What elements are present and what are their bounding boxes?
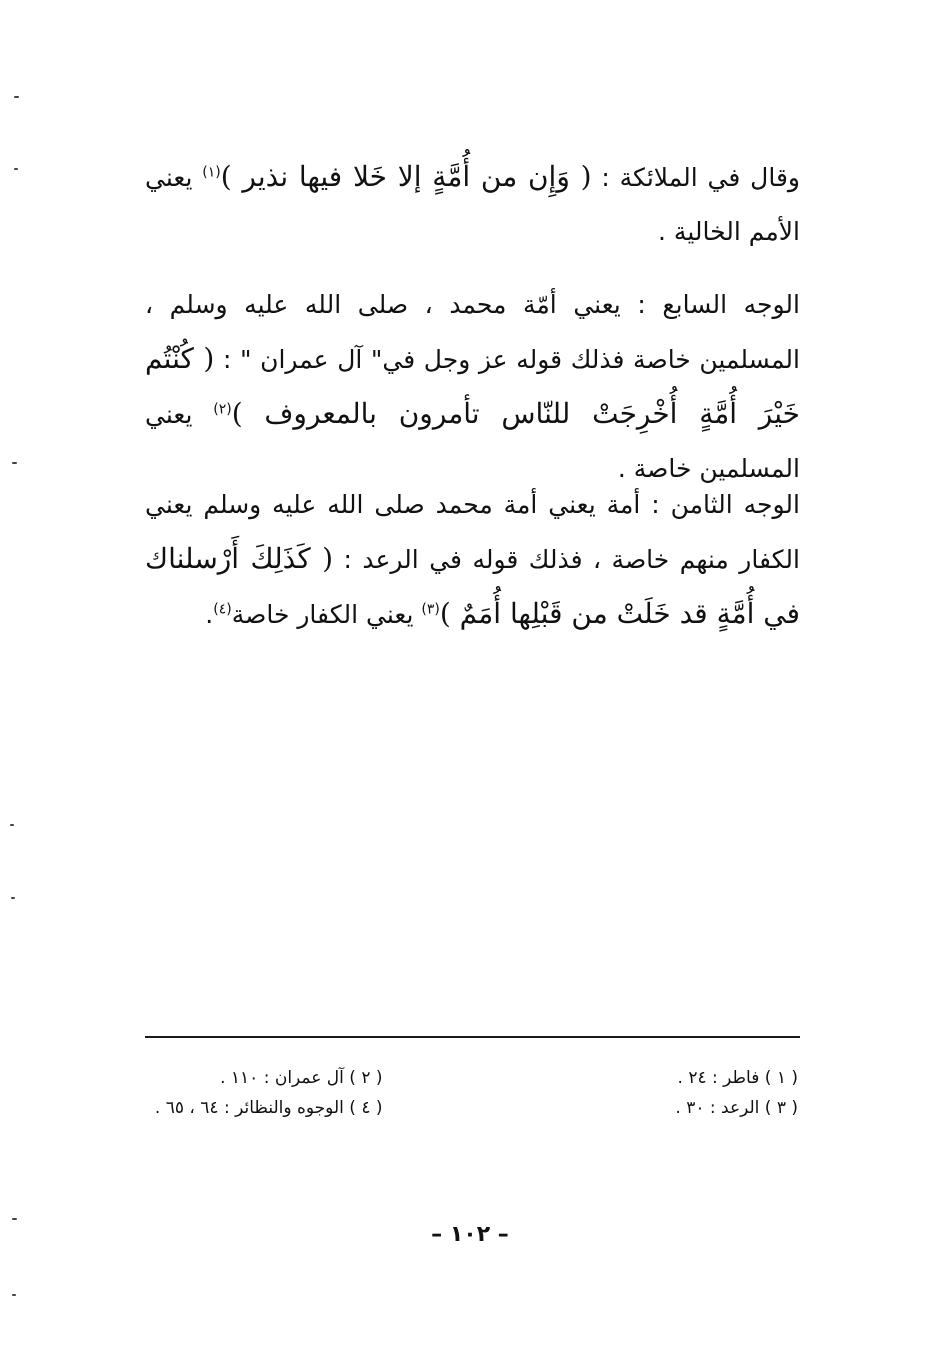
paragraph-text: الوجه السابع : يعني أمّة محمد ، صلى الله عليه وسلم ، المسلمين خاصة فذلك قوله عز وجل في" آل عمران " :	[145, 290, 800, 374]
paragraph-angels	[145, 150, 800, 259]
footnote-marker: (٢)	[213, 401, 232, 418]
footnote-divider	[145, 1036, 800, 1038]
scan-speck	[12, 462, 17, 464]
scan-speck	[12, 1218, 17, 1220]
paragraph-punctuation: .	[205, 600, 214, 629]
paragraph-seventh-aspect	[145, 278, 800, 496]
page-number: – ١٠٢ –	[431, 1222, 509, 1247]
quran-verse: ( كَذَلِكَ أَرْسلناك في أُمَّةٍ قد خَلَتْ من قَبْلِها أُمَمٌ )	[145, 542, 800, 630]
scan-speck	[14, 96, 19, 98]
footnote-4: ( ٤ ) الوجوه والنظائر : ٦٤ ، ٦٥ .	[154, 1098, 383, 1118]
footnotes	[145, 1066, 800, 1120]
footnote-3: ( ٣ ) الرعد : ٣٠ .	[675, 1098, 798, 1118]
scan-speck	[10, 824, 14, 826]
footnote-marker: (٣)	[421, 601, 440, 618]
paragraph-text: يعني الأمم الخالية .	[145, 163, 800, 246]
paragraph-text: يعني الكفار خاصة	[231, 600, 422, 629]
footnote-marker: (١)	[202, 164, 221, 181]
scan-speck	[11, 897, 15, 899]
footnote-2: ( ٢ ) آل عمران : ١١٠ .	[220, 1068, 383, 1088]
paragraph-text: وقال في الملائكة :	[591, 163, 800, 192]
quran-verse: ( وَإِن من أُمَّةٍ إلا خَلا فيها نذير )	[220, 160, 592, 193]
paragraph-text: يعني المسلمين خاصة .	[145, 400, 800, 483]
footnote-marker: (٤)	[213, 601, 232, 618]
quran-verse: ( كُنْتُم خَيْرَ أُمَّةٍ أُخْرِجَتْ للنّاس تأمرون بالمعروف )	[145, 342, 800, 430]
footnote-1: ( ١ ) فاطر : ٢٤ .	[677, 1068, 798, 1088]
paragraph-text: الوجه الثامن : أمة يعني أمة محمد صلى الله عليه وسلم يعني الكفار منهم خاصة ، فذلك قوله في الرعد :	[145, 490, 800, 574]
scan-speck	[12, 1294, 16, 1296]
scan-speck	[14, 168, 18, 170]
paragraph-eighth-aspect	[145, 478, 800, 642]
